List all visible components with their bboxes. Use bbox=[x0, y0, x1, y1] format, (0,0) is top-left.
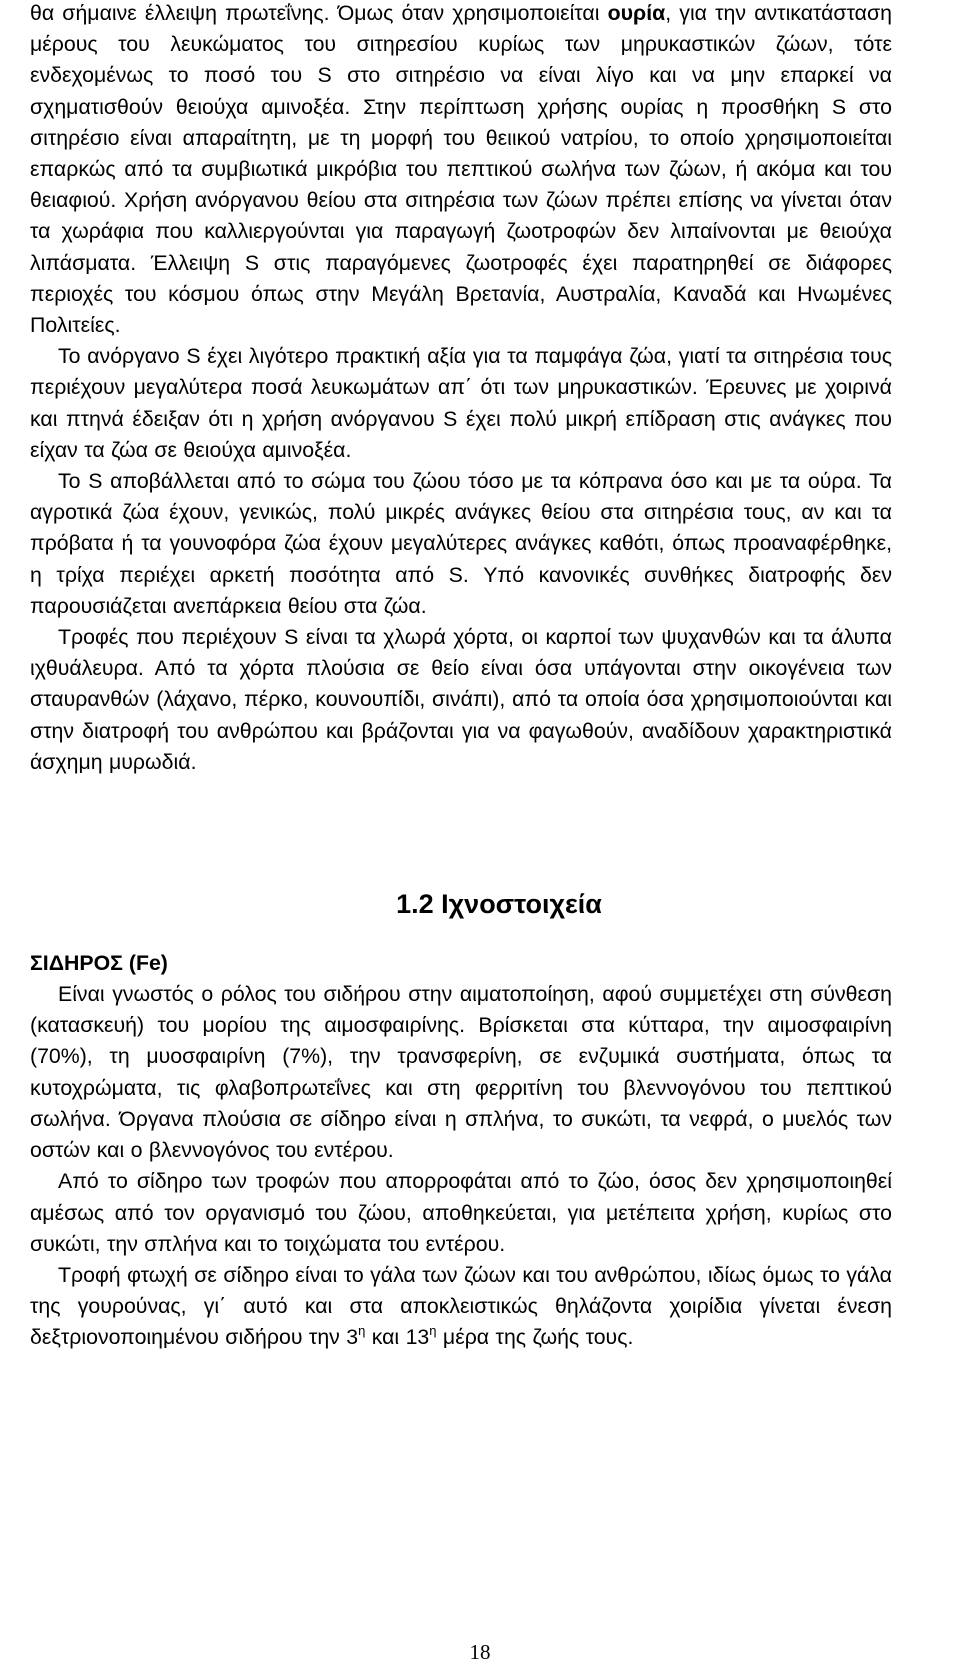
paragraph-urea bbox=[30, 0, 892, 341]
paragraph-iron-milk bbox=[30, 1260, 892, 1354]
bold-term-urea: ουρία bbox=[607, 1, 666, 25]
superscript: η bbox=[429, 1323, 437, 1339]
section-heading: 1.2 Ιχνοστοιχεία bbox=[396, 889, 602, 920]
paragraph-text: , για την αντικατάσταση μέρους του λευκώματος του σιτηρεσίου κυρίως των μηρυκαστικών ζώων, τότε ενδεχομένως το ποσό του S στο σιτηρέσιο να είναι λίγο και να μην επαρκεί να σχηματισθούν θειούχα αμινοξέα. Στην περίπτωση χρήσης ουρίας η προσθήκη S στο σιτηρέσιο είναι απαραίτητη, με τη μορφή του θειικού νατρίου, το οποίο χρησιμοποιείται επαρκώς από τα συμβιωτικά μικρόβια του πεπτικού σωλήνα των ζώων, ή ακόμα και του θειαφιού. Χρήση ανόργανου θείου στα σιτηρέσια των ζώων πρέπει επίσης να γίνεται όταν τα χωράφια που καλλιεργούνται για παραγωγή ζωοτροφών δεν λιπαίνονται με θειούχα λιπάσματα. Έλλειψη S στις παραγόμενες ζωοτροφές έχει παρατηρηθεί σε διάφορες περιοχές του κόσμου όπως στην Μεγάλη Βρετανία, Αυστραλία, Καναδά και Ηνωμένες Πολιτείες. bbox=[30, 1, 892, 338]
paragraph-sulfur-foods: Τροφές που περιέχουν S είναι τα χλωρά χόρτα, οι καρποί των ψυχανθών και τα άλυπα ιχθυάλευρα. Από τα χόρτα πλούσια σε θείο είναι όσα υπάγονται στην οικογένεια των σταυρανθών (λάχανο, πέρκο, κουνουπίδι, σινάπι), από τα οποία όσα χρησιμοποιούνται και στην διατροφή του ανθρώπου και βράζονται για να φαγωθούν, αναδίδουν χαρακτηριστικά άσχημη μυρωδιά. bbox=[30, 625, 892, 774]
paragraph-omnivores: Το ανόργανο S έχει λιγότερο πρακτική αξία για τα παμφάγα ζώα, γιατί τα σιτηρέσια τους περιέχουν μεγαλύτερα ποσά λευκωμάτων απ΄ ότι των μηρυκαστικών. Έρευνες με χοιρινά και πτηνά έδειξαν ότι η χρήση ανόργανου S έχει πολύ μικρή επίδραση στις ανάγκες που είχαν τα ζώα σε θειούχα αμινοξέα. bbox=[30, 344, 892, 462]
paragraph-excretion: Το S αποβάλλεται από το σώμα του ζώου τόσο με τα κόπρανα όσο και με τα ούρα. Τα αγροτικά ζώα έχουν, γενικώς, πολύ μικρές ανάγκες θείου στα σιτηρέσια τους, αν και τα πρόβατα ή τα γουνοφόρα ζώα έχουν μεγαλύτερες ανάγκες καθότι, όπως προαναφέρθηκε, η τρίχα περιέχει αρκετή ποσότητα από S. Υπό κανονικές συνθήκες διατροφής δεν παρουσιάζεται ανεπάρκεια θείου στα ζώα. bbox=[30, 469, 892, 618]
page-number: 18 bbox=[469, 1640, 491, 1664]
paragraph-text: Τροφή φτωχή σε σίδηρο είναι το γάλα των ζώων και του ανθρώπου, ιδίως όμως το γάλα της γουρούνας, γι΄ αυτό και στα αποκλειστικώς θηλάζοντα χοιρίδια γίνεται ένεση δεξτριονοποιημένου σιδήρου την 3 bbox=[30, 1262, 892, 1350]
paragraph-text: θα σήμαινε έλλειψη πρωτεΐνης. Όμως όταν χρησιμοποιείται bbox=[30, 1, 608, 25]
superscript: η bbox=[358, 1323, 366, 1339]
paragraph-iron-storage: Από το σίδηρο των τροφών που απορροφάται από το ζώο, όσος δεν χρησιμοποιηθεί αμέσως από τον οργανισμό του ζώου, αποθηκεύεται, για μετέπειτα χρήση, κυρίως στο συκώτι, την σπλήνα και το τοιχώματα του εντέρου. bbox=[30, 1169, 892, 1256]
document-page bbox=[30, 0, 892, 1354]
paragraph-text: μέρα της ζωής τους. bbox=[436, 1325, 634, 1350]
subheading-iron: ΣΙΔΗΡΟΣ (Fe) bbox=[30, 951, 168, 976]
paragraph-iron-role: Είναι γνωστός ο ρόλος του σιδήρου στην αιματοποίηση, αφού συμμετέχει στη σύνθεση (κατασκευή) του μορίου της αιμοσφαιρίνης. Βρίσκεται στα κύτταρα, την αιμοσφαιρίνη (70%), τη μυοσφαιρίνη (7%), την τρανσφερίνη, σε ενζυμικά συστήματα, όπως τα κυτοχρώματα, τις φλαβοπρωτεΐνες και στη φερριτίνη του βλεννογόνου του πεπτικού σωλήνα. Όργανα πλούσια σε σίδηρο είναι η σπλήνα, το συκώτι, τα νεφρά, ο μυελός των οστών και ο βλεννογόνος του εντέρου. bbox=[30, 982, 892, 1163]
paragraph-text: και 13 bbox=[365, 1325, 430, 1350]
